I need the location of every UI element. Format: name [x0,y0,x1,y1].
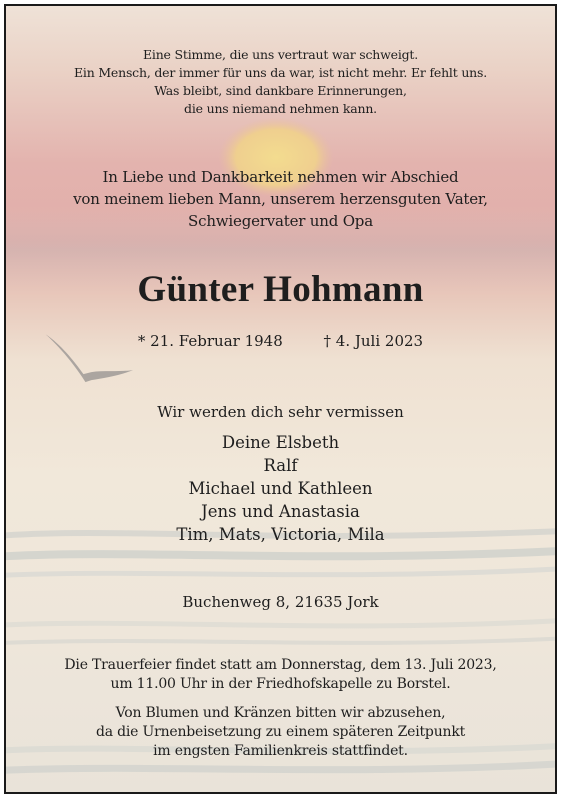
intro-line: Schwiegervater und Opa [188,212,373,230]
family-member: Deine Elsbeth [221,433,340,452]
ceremony-line: Die Trauerfeier findet statt am Donnerstag, dem 13. Juli 2023, [64,657,497,673]
request-line: im engsten Familienkreis stattfindet. [153,743,408,759]
deceased-name: Günter Hohmann [137,269,424,310]
quote-line: Ein Mensch, der immer für uns da war, ist nicht mehr. Er fehlt uns. [73,65,488,80]
obituary-card [4,4,557,794]
farewell-intro [6,166,555,232]
farewell-line: Wir werden dich sehr vermissen [157,403,404,421]
intro-line: von meinem lieben Mann, unserem herzensguten Vater, [73,190,488,208]
intro-line: In Liebe und Dankbarkeit nehmen wir Abschied [102,168,459,186]
birth-date: * 21. Februar 1948 [137,332,283,350]
ceremony-line: um 11.00 Uhr in der Friedhofskapelle zu Borstel. [110,676,451,692]
request-line: da die Urnenbeisetzung zu einem späteren Zeitpunkt [95,724,466,740]
quote-line: die uns niemand nehmen kann. [184,101,377,116]
request-line: Von Blumen und Kränzen bitten wir abzusehen, [115,705,446,721]
flowers-request [6,704,555,761]
funeral-ceremony-info [6,656,555,694]
family-member: Tim, Mats, Victoria, Mila [176,525,385,544]
memorial-quote [6,46,555,118]
quote-line: Eine Stimme, die uns vertraut war schweigt. [142,47,419,62]
life-dates [6,330,555,352]
family-signatures [6,431,555,546]
quote-line: Was bleibt, sind dankbare Erinnerungen, [154,83,407,98]
family-member: Jens und Anastasia [201,502,360,521]
family-member: Michael und Kathleen [188,479,373,498]
mourning-address: Buchenweg 8, 21635 Jork [182,593,379,611]
death-date: † 4. Juli 2023 [323,332,424,350]
family-member: Ralf [263,456,298,475]
